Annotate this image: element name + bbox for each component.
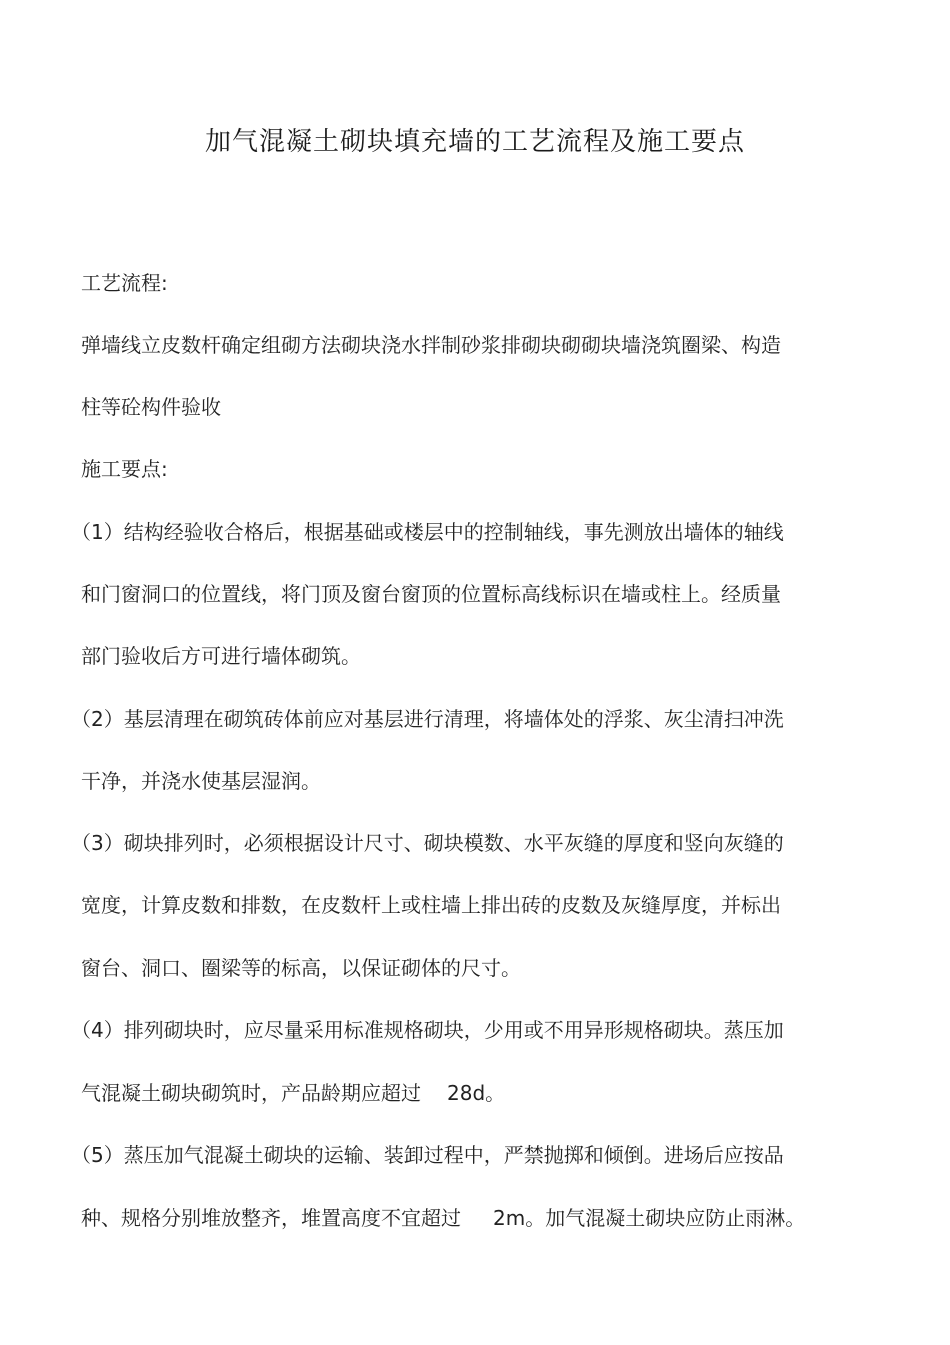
point-4-line-2-text: 气混凝土砌块砌筑时，产品龄期应超过 bbox=[81, 1081, 421, 1105]
process-line-1: 弹墙线立皮数杆确定组砌方法砌块浇水拌制砂浆排砌块砌砌块墙浇筑圈梁、构造 bbox=[81, 333, 781, 357]
point-5-line-1: （5）蒸压加气混凝土砌块的运输、装卸过程中，严禁抛掷和倾倒。进场后应按品 bbox=[71, 1143, 784, 1167]
document-title: 加气混凝土砌块填充墙的工艺流程及施工要点 bbox=[204, 127, 745, 157]
point-5-line-2-text: 种、规格分别堆放整齐，堆置高度不宜超过 bbox=[81, 1206, 461, 1230]
point-2-line-2: 干净，并浇水使基层湿润。 bbox=[81, 769, 321, 793]
process-heading: 工艺流程: bbox=[81, 271, 168, 295]
point-3-line-3: 窗台、洞口、圈梁等的标高，以保证砌体的尺寸。 bbox=[81, 956, 521, 980]
point-4-value-28d: 28d。 bbox=[447, 1081, 506, 1105]
point-3-line-1: （3）砌块排列时，必须根据设计尺寸、砌块模数、水平灰缝的厚度和竖向灰缝的 bbox=[71, 831, 784, 855]
point-1-line-1: （1）结构经验收合格后，根据基础或楼层中的控制轴线，事先测放出墙体的轴线 bbox=[71, 520, 784, 544]
points-heading: 施工要点: bbox=[81, 457, 168, 481]
process-line-2: 柱等砼构件验收 bbox=[81, 395, 221, 419]
point-4-line-2 bbox=[81, 1078, 505, 1108]
point-4-line-1: （4）排列砌块时，应尽量采用标准规格砌块，少用或不用异形规格砌块。蒸压加 bbox=[71, 1018, 784, 1042]
point-5-line-2 bbox=[81, 1203, 805, 1233]
point-3-line-2: 宽度，计算皮数和排数，在皮数杆上或柱墙上排出砖的皮数及灰缝厚度，并标出 bbox=[81, 893, 781, 917]
point-5-line-2-tail: 。加气混凝土砌块应防止雨淋。 bbox=[525, 1206, 806, 1230]
point-2-line-1: （2）基层清理在砌筑砖体前应对基层进行清理，将墙体处的浮浆、灰尘清扫冲洗 bbox=[71, 707, 784, 731]
point-1-line-2: 和门窗洞口的位置线，将门顶及窗台窗顶的位置标高线标识在墙或柱上。经质量 bbox=[81, 582, 781, 606]
point-1-line-3: 部门验收后方可进行墙体砌筑。 bbox=[81, 644, 361, 668]
point-5-value-2m: 2m bbox=[493, 1206, 526, 1230]
